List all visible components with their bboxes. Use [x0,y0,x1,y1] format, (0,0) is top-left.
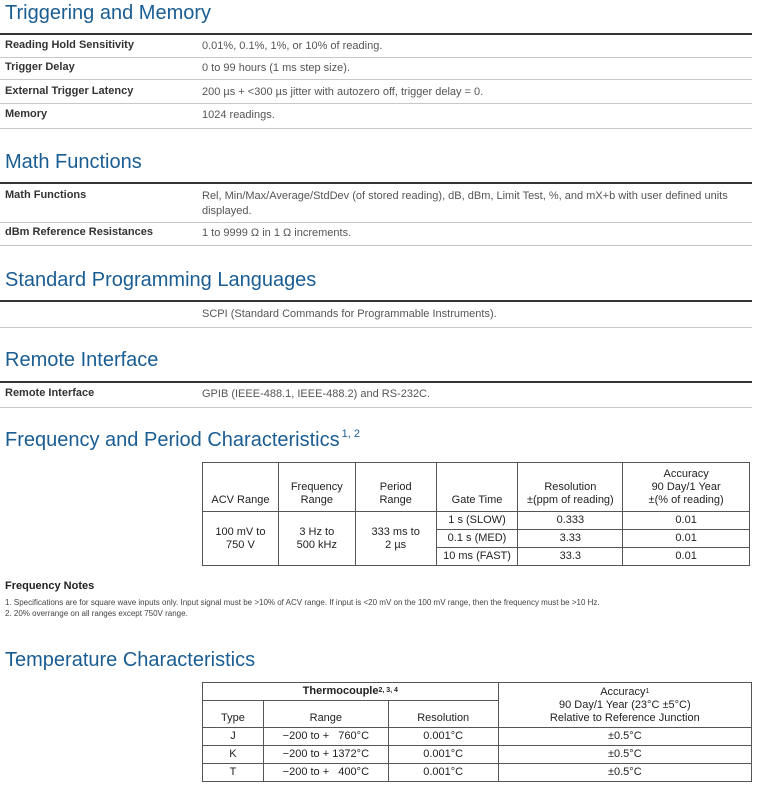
cell-range: −200 to + 400°C [263,764,388,782]
cell-accuracy: ±0.5°C [498,746,751,764]
header-text: Period [379,481,412,493]
frequency-notes-title: Frequency Notes [5,580,95,592]
cell-type: T [203,764,264,782]
spec-row-memory [0,104,752,129]
cell-text: 3 Hz to [299,525,335,538]
spec-value: 0 to 99 hours (1 ms step size). [202,62,350,74]
spec-label: dBm Reference Resistances [5,226,153,238]
cell-gate-time: 1 s (SLOW) [436,512,518,530]
header-text: ±(ppm of reading) [526,494,614,506]
header-period-range [355,463,436,512]
header-text: Accuracy [600,686,646,698]
section-title-temperature: Temperature Characteristics [5,649,256,671]
spec-label: External Trigger Latency [5,85,134,97]
temperature-table [202,682,752,782]
cell-range: −200 to + 760°C [263,728,388,746]
header-gate-time [436,463,518,512]
header-text: 90 Day/1 Year (23°C ±5°C) [558,699,691,711]
footnote-ref: 1 [645,688,650,695]
cell-accuracy: 0.01 [623,530,750,548]
header-range: Range [263,701,388,728]
header-resolution: Resolution [388,701,498,728]
header-text: Gate Time [451,494,503,506]
cell-range: −200 to + 1372°C [263,746,388,764]
cell-text: 100 mV to [215,525,266,538]
section-title-remote: Remote Interface [5,349,159,371]
header-text: Accuracy [663,468,709,480]
spec-row-scpi [0,300,752,328]
section-title-triggering: Triggering and Memory [5,2,212,24]
spec-row-math-functions [0,182,752,223]
spec-row-trigger-delay [0,57,752,80]
header-accuracy [498,683,751,728]
header-resolution [518,463,623,512]
table-header-row [203,683,752,701]
cell-gate-time: 10 ms (FAST) [436,548,518,566]
spec-row-dbm-reference [0,221,752,246]
footnote-ref: 1, 2 [341,428,360,440]
spec-row-remote-interface [0,381,752,408]
header-frequency-range [278,463,355,512]
spec-value: GPIB (IEEE-488.1, IEEE-488.2) and RS-232C. [202,388,431,400]
cell-accuracy: ±0.5°C [498,764,751,782]
table-header-row [203,463,750,512]
spec-value: 0.01%, 0.1%, 1%, or 10% of reading. [202,40,383,52]
cell-accuracy: 0.01 [623,512,750,530]
header-thermocouple [203,683,499,701]
cell-resolution: 0.333 [518,512,623,530]
spec-label: Remote Interface [5,387,95,399]
header-text: Resolution [544,481,597,493]
header-text: 90 Day/1 Year [651,481,721,493]
table-row [203,746,752,764]
cell-gate-time: 0.1 s (MED) [436,530,518,548]
header-text: ACV Range [211,494,270,506]
cell-text: 333 ms to [371,525,420,538]
header-accuracy [623,463,750,512]
table-row [203,764,752,782]
spec-label: Math Functions [5,189,87,201]
cell-resolution: 3.33 [518,530,623,548]
cell-text: 500 kHz [296,538,337,551]
spec-value: 200 µs + <300 µs jitter with autozero off, trigger delay = 0. [202,86,484,98]
footnote-ref: 2, 3, 4 [378,687,398,694]
header-text: ±(% of reading) [648,494,724,506]
spec-value: 1 to 9999 Ω in 1 Ω increments. [202,227,352,239]
footnote-1: 1. Specifications are for square wave inputs only. Input signal must be >10% of ACV range. If input is <20 mV on the 100 mV range, then the frequency must be >10 Hz. [5,598,600,607]
cell-text: 2 µs [385,538,407,551]
table-row [203,512,750,530]
spec-label: Trigger Delay [5,61,75,73]
section-title-math: Math Functions [5,151,142,173]
cell-frequency-range [278,512,355,566]
table-row [203,728,752,746]
frequency-period-table [202,462,750,566]
cell-resolution: 0.001°C [388,728,498,746]
cell-accuracy: ±0.5°C [498,728,751,746]
header-text: Thermocouple [302,685,379,697]
cell-type: K [203,746,264,764]
spec-value: SCPI (Standard Commands for Programmable Instruments). [202,308,497,320]
cell-type: J [203,728,264,746]
cell-period-range [355,512,436,566]
section-title-text: Frequency and Period Characteristics [5,429,340,451]
spec-label: Reading Hold Sensitivity [5,39,134,51]
section-title-programming: Standard Programming Languages [5,269,317,291]
spec-row-external-trigger-latency [0,80,752,104]
header-type: Type [203,701,264,728]
cell-resolution: 0.001°C [388,746,498,764]
header-acv-range [203,463,279,512]
footnote-2: 2. 20% overrange on all ranges except 750V range. [5,609,188,618]
spec-row-reading-hold [0,33,752,58]
spec-label: Memory [5,108,48,120]
cell-resolution: 0.001°C [388,764,498,782]
header-text: Frequency [290,481,343,493]
spec-value: 1024 readings. [202,109,275,121]
section-title-frequency [5,429,360,452]
cell-resolution: 33.3 [518,548,623,566]
header-text: Range [300,494,334,506]
cell-text: 750 V [226,538,255,551]
spec-value: Rel, Min/Max/Average/StdDev (of stored reading), dB, dBm, Limit Test, %, and mX+b with user defined units displayed. [202,190,728,217]
header-text: Relative to Reference Junction [549,712,700,724]
header-text: Range [379,494,412,506]
cell-acv-range [203,512,279,566]
cell-accuracy: 0.01 [623,548,750,566]
